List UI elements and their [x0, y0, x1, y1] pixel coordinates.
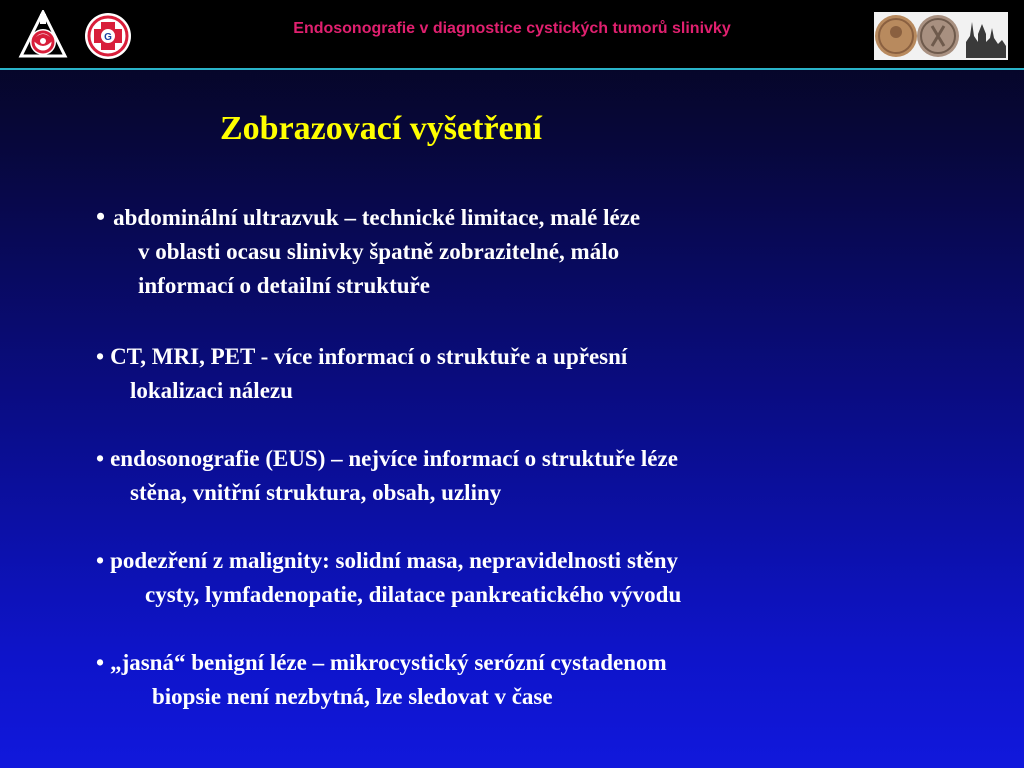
bullet-item: [96, 200, 640, 303]
bullet-item: [96, 544, 681, 612]
bullet-continuation: v oblasti ocasu slinivky špatně zobrazitelné, málo: [138, 239, 620, 264]
bullet-line: [96, 544, 681, 578]
bullet-line: [96, 646, 667, 680]
bullet-text: abdominální ultrazvuk – technické limitace, malé léze: [113, 205, 641, 230]
bullet-marker: •: [96, 446, 105, 471]
header-title: Endosonografie v diagnostice cystických tumorů slinivky: [293, 20, 731, 37]
bullet-continuation: lokalizaci nálezu: [130, 378, 293, 403]
bullet-marker: •: [96, 650, 105, 675]
bullet-marker: •: [96, 548, 105, 573]
bullet-continuation: informací o detailní struktuře: [138, 273, 430, 298]
slide-title: Zobrazovací vyšetření: [220, 110, 542, 147]
bullet-text: endosonografie (EUS) – nejvíce informací o struktuře léze: [110, 446, 678, 471]
bullet-item: [96, 442, 678, 510]
header-divider: [0, 68, 1024, 70]
svg-text:G: G: [104, 32, 112, 43]
bullet-text: CT, MRI, PET - více informací o struktuře a upřesní: [110, 344, 628, 369]
bullet-line: [96, 200, 640, 235]
bullet-line: [96, 340, 627, 374]
bullet-item: [96, 646, 667, 714]
bullet-text: podezření z malignity: solidní masa, nepravidelnosti stěny: [110, 548, 679, 573]
bullet-continuation: cysty, lymfadenopatie, dilatace pankreatického vývodu: [145, 582, 682, 607]
bullet-item: [96, 340, 627, 408]
bullet-continuation: biopsie není nezbytná, lze sledovat v čase: [152, 684, 553, 709]
bullet-continuation: stěna, vnitřní struktura, obsah, uzliny: [130, 480, 502, 505]
bullet-text: „jasná“ benigní léze – mikrocystický serózní cystadenom: [110, 650, 667, 675]
bullet-marker: •: [96, 344, 105, 369]
bullet-marker: •: [96, 202, 106, 231]
bullet-line: [96, 442, 678, 476]
